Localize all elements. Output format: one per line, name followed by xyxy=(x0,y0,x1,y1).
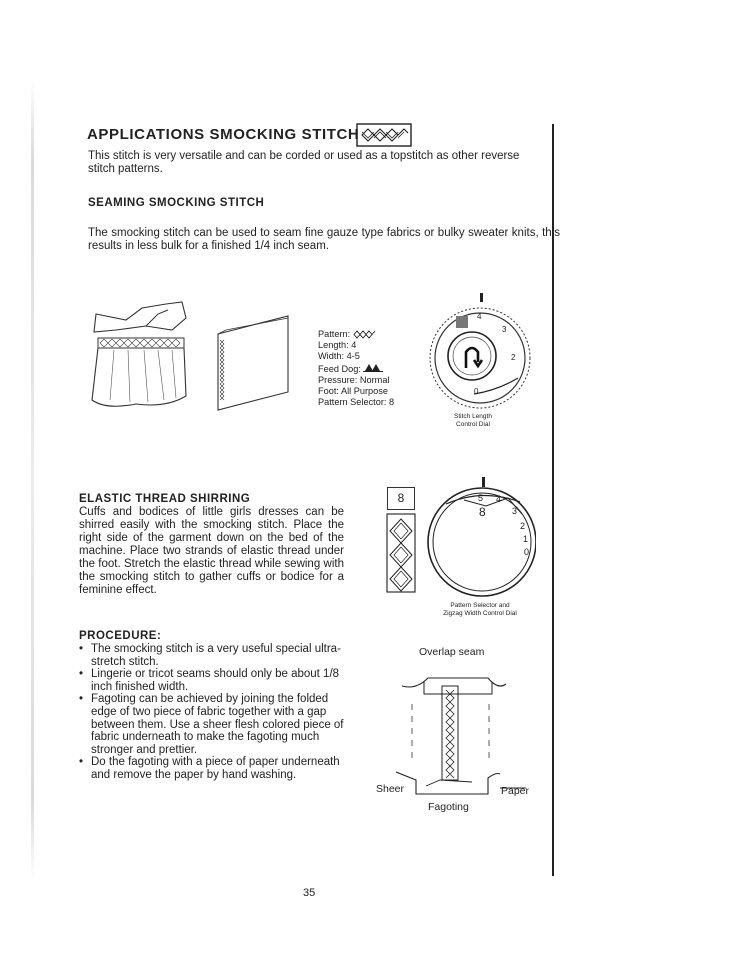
dial-mark-2: 2 xyxy=(511,353,516,362)
procedure-item: • Fagoting can be achieved by joining the folded edge of two piece of fabric together with a gap between them. Use a sheer flesh colored piece of fabric underneath to make the fagoting much stronger and prettier. xyxy=(79,693,347,756)
smocking-stitch-symbol-icon xyxy=(356,123,412,147)
caption-line-2: Control Dial xyxy=(456,421,490,428)
procedure-item: • Do the fagoting with a piece of paper underneath and remove the paper by hand washing. xyxy=(79,756,347,781)
caption-line-2: Zigzag Width Control Dial xyxy=(443,610,517,617)
page-number: 35 xyxy=(303,887,316,899)
zigzag-dial-caption xyxy=(418,602,542,618)
shirring-heading: ELASTIC THREAD SHIRRING xyxy=(79,493,251,505)
dial-mark-1: 1 xyxy=(523,534,529,544)
dial-mark-3: 3 xyxy=(502,325,507,334)
fagoting-label: Fagoting xyxy=(428,801,469,813)
dress-illustration xyxy=(86,300,192,418)
dial-pointer-marker xyxy=(480,293,483,302)
setting-width: Width: 4-5 xyxy=(318,351,360,362)
setting-length: Length: 4 xyxy=(318,340,357,351)
dial-mark-0: 0 xyxy=(474,387,479,396)
setting-selector: Pattern Selector: 8 xyxy=(318,397,395,408)
dial-mark-4: 4 xyxy=(477,312,482,321)
fagoting-diagram xyxy=(396,664,532,802)
stitch-length-dial-caption xyxy=(408,413,538,429)
smocking-pattern-icon xyxy=(353,330,377,339)
dial-mark-2: 2 xyxy=(520,521,526,531)
dial-mark-3: 3 xyxy=(512,506,518,516)
overlap-seam-label: Overlap seam xyxy=(419,646,485,658)
page-title: APPLICATIONS SMOCKING STITCH xyxy=(87,126,360,143)
folded-fabric-seam-illustration xyxy=(214,312,290,414)
procedure-item: • The smocking stitch is a very useful special ultra-stretch stitch. xyxy=(79,643,347,668)
procedure-heading: PROCEDURE: xyxy=(79,630,162,642)
procedure-list xyxy=(79,643,347,782)
dial-mark-0: 0 xyxy=(524,547,530,557)
sheer-label: Sheer xyxy=(376,783,405,795)
caption-line-1: Stitch Length xyxy=(454,413,492,420)
intro-paragraph: This stitch is very versatile and can be corded or used as a topstitch as other reverse stitch patterns. xyxy=(88,150,520,175)
procedure-item: • Lingerie or tricot seams should only be about 1/8 inch finished width. xyxy=(79,668,347,693)
setting-foot: Foot: All Purpose xyxy=(318,386,388,397)
setting-pattern: Pattern: xyxy=(318,329,394,340)
smocking-pattern-chart xyxy=(386,513,416,593)
feed-dog-up-icon xyxy=(363,363,383,372)
caption-line-1: Pattern Selector and xyxy=(450,602,510,609)
paper-label: Paper xyxy=(501,785,530,797)
seaming-paragraph: The smocking stitch can be used to seam fine gauze type fabrics or bulky sweater knits, this results in less bulk for a finished 1/4 inch seam. xyxy=(88,227,560,252)
dial-mark-5: 5 xyxy=(478,493,484,503)
dial-selected-8: 8 xyxy=(479,505,486,519)
seaming-heading: SEAMING SMOCKING STITCH xyxy=(88,197,265,209)
stitch-length-dial xyxy=(426,306,536,410)
dial-mark-4: 4 xyxy=(496,494,502,504)
setting-feed-dog: Feed Dog: xyxy=(318,363,394,375)
settings-list xyxy=(318,329,394,408)
pattern-selector-box: 8 xyxy=(387,487,415,510)
shirring-paragraph: Cuffs and bodices of little girls dresses can be shirred easily with the smocking stitch. Place the right side of the garment down on the bed of the machine. Place two strands of elastic thread under the foot. Stretch the elastic thread while sewing with the smocking stitch to gather cuffs or bodice for a feminine effect. xyxy=(79,506,344,596)
page-binding-shadow xyxy=(31,80,34,880)
setting-pressure: Pressure: Normal xyxy=(318,374,390,385)
